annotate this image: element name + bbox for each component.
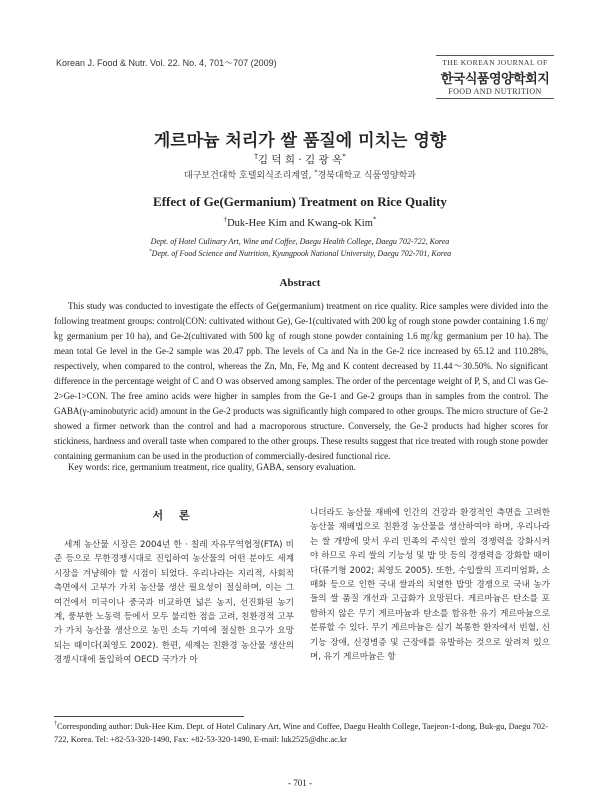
footnote	[54, 720, 548, 746]
section-heading-introduction: 서 론	[152, 509, 196, 522]
corresponding-mark: †	[54, 721, 57, 728]
journal-reference: Korean J. Food & Nutr. Vol. 22. No. 4, 701～707 (2009)	[56, 58, 277, 68]
journal-box-korean-name: 한국식품영양학회지	[440, 72, 550, 87]
body-paragraph: 니더라도 농산물 재배에 인간의 건강과 환경적인 측면을 고려한 농산물 재배법으로 친환경 농산물을 생산하여야 하며, 우리나라는 쌀 개방에 맞서 우리 민족의 주식인 쌀의 경쟁력을 강화시켜야 하므로 우리 쌀의 기능성 및 밥 맛 등의 경쟁력을 강화할 때이다(류기형 2002; 최영도 2005). 또한, 수입쌀의 프리미엄화, 소매화 등으로 인한 국내 쌀과의 치열한 밥맛 경쟁으로 국내 농가들의 쌀 품질 개선과 고급화가 요망된다. 게르마늄은 탄소를 포함하지 않은 무기 게르마늄과 탄소를 함유한 유기 게르마늄으로 분류할 수 있다. 무기 게르마늄은 심기 복통한 환자에서 빈혈, 신기능 장애, 신경병증 및 근장애를 유발하는 것으로 알려져 있으며, 유기 게르마늄은 항	[310, 508, 550, 663]
journal-box-top-text: THE KOREAN JOURNAL OF	[436, 55, 554, 67]
keywords: Key words: rice, germanium treatment, rice quality, GABA, sensory evaluation.	[68, 462, 356, 472]
korean-affiliation-2: 경북대학교 식품영양학과	[317, 171, 416, 181]
korean-affiliation-1: 대구보건대학 호텔외식조리계열,	[184, 171, 312, 181]
english-title: Effect of Ge(Germanium) Treatment on Rice Quality	[153, 194, 447, 209]
body-column-right	[310, 506, 550, 664]
english-affiliation-2	[0, 249, 600, 258]
english-affiliation-1: Dept. of Hotel Culinary Art, Wine and Coffee, Daegu Health College, Daegu 702-722, Korea	[150, 237, 450, 246]
affiliation-mark: *	[372, 214, 377, 224]
english-authors	[0, 214, 600, 229]
body-paragraph: 세계 농산물 시장은 2004년 한 · 칠레 자유무역협정(FTA) 비준 등으로 무한경쟁시대로 진입하여 농산물의 어떤 분야도 세계 시장을 겨냥해야 할 시점이 되었다. 우리나라는 지리적, 사회적 측면에서 고부가 가치 농산물 생산 필요성이 절실하며, 이는 그 여건에서 미국이나 중국과 비교하면 넓은 농지, 선진화된 농기계, 풍부한 노동력 등에서 모두 불리한 점을 고려, 친환경적 고부가 가치 농산물 생산으로 농민 소득 기여에 절실한 요구가 요망되는 때이다(최영도 2002). 한편, 세계는 친환경 농산물 생산의 경쟁시대에 돌입하여 OECD 국가가 아	[54, 540, 294, 666]
abstract-heading: Abstract	[279, 277, 321, 289]
journal-logo-box	[436, 55, 554, 99]
footnote-divider	[54, 716, 244, 717]
footnote-text: Corresponding author: Duk-Hee Kim. Dept. of Hotel Culinary Art, Wine and Coffee, Daegu Health College, Taejeon-1-dong, Buk-gu, Daegu 702-722, Korea. Tel: +82-53-320-1490, Fax: +82-53-320-1490, E-mail: luk2525@dhc.ac.kr	[54, 722, 548, 744]
affiliation-mark: *	[148, 248, 152, 255]
affiliation-mark: *	[342, 151, 346, 161]
corresponding-mark: †	[254, 151, 258, 161]
abstract-body: This study was conducted to investigate the effects of Ge(germanium) treatment on rice quality. Rice samples were divided into the following treatment groups: control(CON: cultivated without Ge), Ge-1(cultivated with 200 ㎏ of rough stone powder containing 1.6 ㎎/㎏ germanium per 10 ha), and Ge-2(cultivated with 500 ㎏ of rough stone powder containing 1.6 ㎎/㎏ germanium per 10 ha). The mean total Ge level in the Ge-2 sample was 20.47 ppb. The levels of Ca and Na in the Ge-2 rice increased by 65.12 and 110.28%, respectively, when compared to the control, whereas the Zn, Mn, Fe, Mg and K content decreased by 11.44～30.50%. No significant difference in the percentage weight of C and O was observed among samples. The order of the percentage weight of P, S, and Cl was Ge-2>Ge-1>CON. The free amino acids were higher in samples from the Ge-1 and Ge-2 groups than in samples from the control. The GABA(γ-aminobutyric acid) amount in the Ge-2 products was significantly high compared to other groups. The micro structure of Ge-2 showed a firmer network than the control and had a macroporous structure. Conversely, the Ge-2 products had higher scores for stickiness, hardness and overall taste when compared to the other groups. These results suggest that rice treated with rough stone powder containing germanium can be used in the production of commercially-desired functional rice.	[54, 301, 549, 461]
korean-title: 게르마늄 처리가 쌀 품질에 미치는 영향	[153, 131, 447, 151]
affiliation-mark: *	[314, 169, 318, 176]
korean-author-names: 김 덕 희 · 김 광 옥	[257, 154, 343, 166]
english-author-names: Duk-Hee Kim and Kwang-ok Kim	[227, 218, 373, 229]
corresponding-mark: †	[223, 214, 228, 224]
korean-authors	[0, 152, 600, 167]
body-column-left	[54, 538, 294, 668]
english-affiliation-2-text: Dept. of Food Science and Nutrition, Kyungpook National University, Daegu 702-701, Korea	[151, 249, 452, 258]
journal-box-bottom-text: FOOD AND NUTRITION	[436, 87, 554, 99]
page-number: - 701 -	[288, 778, 312, 788]
korean-affiliation	[0, 168, 600, 181]
